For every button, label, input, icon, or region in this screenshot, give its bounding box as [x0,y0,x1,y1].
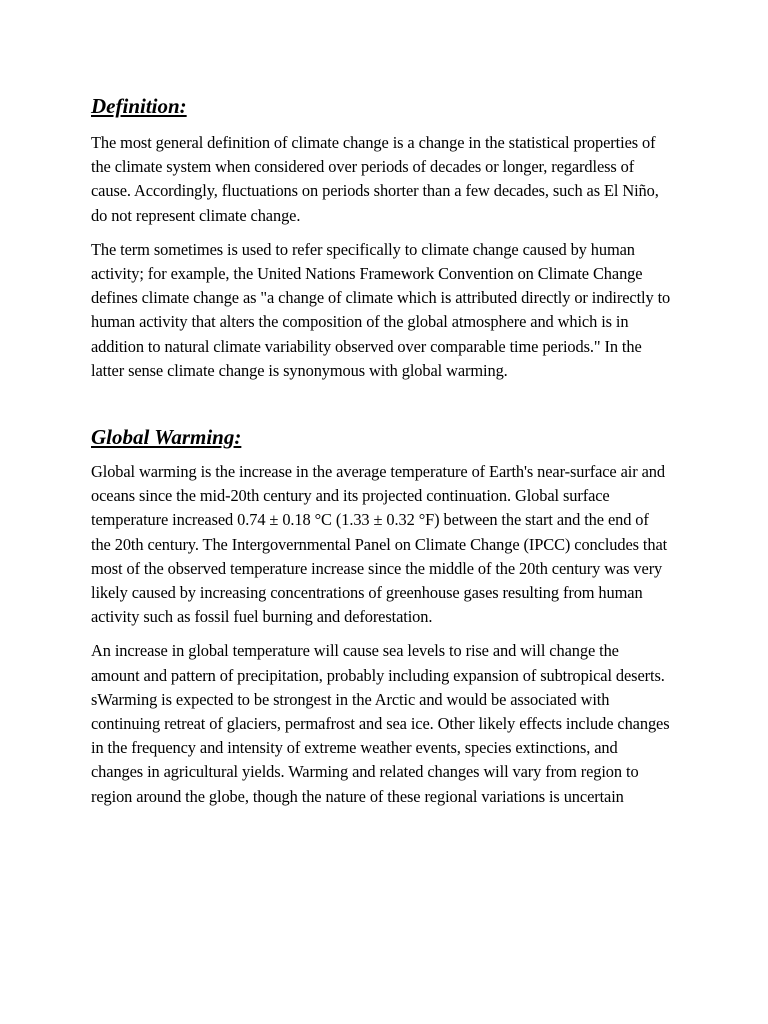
section-heading-global-warming: Global Warming: [91,425,242,450]
section-spacer [91,393,671,423]
paragraph-global-warming-effects: An increase in global temperature will cause sea levels to rise and will change the amount and pattern of precipitation, probably including expansion of subtropical deserts. sWarming is expected to be strongest in the Arctic and would be associated with continuing retreat of glaciers, permafrost and sea ice. Other likely effects include changes in the frequency and intensity of extreme weather events, species extinctions, and changes in agricultural yields. Warming and related changes will vary from region to region around the globe, though the nature of these regional variations is uncertain [91,641,670,806]
paragraph-global-warming-increase: Global warming is the increase in the average temperature of Earth's near-surface air and oceans since the mid-20th century and its projected continuation. Global surface temperature increased 0.74 ± 0.18 °C (1.33 ± 0.32 °F) between the start and the end of the 20th century. The Intergovernmental Panel on Climate Change (IPCC) concludes that most of the observed temperature increase since the middle of the 20th century was very likely caused by increasing concentrations of greenhouse gases resulting from human activity such as fossil fuel burning and deforestation. [91,462,668,627]
paragraph-definition-human-activity: The term sometimes is used to refer specifically to climate change caused by human activity; for example, the United Nations Framework Convention on Climate Change defines climate change as "a change of climate which is attributed directly or indirectly to human activity that alters the composition of the global atmosphere and which is in addition to natural climate variability observed over comparable time periods." In the latter sense climate change is synonymous with global warming. [91,239,671,380]
document-body [91,92,671,819]
section-heading-definition: Definition: [91,94,187,118]
paragraph-definition-general: The most general definition of climate change is a change in the statistical properties of the climate system when considered over periods of decades or longer, regardless of cause. Accordingly, fluctuations on periods shorter than a few decades, such as El Niño, do not represent climate change. [91,133,659,225]
